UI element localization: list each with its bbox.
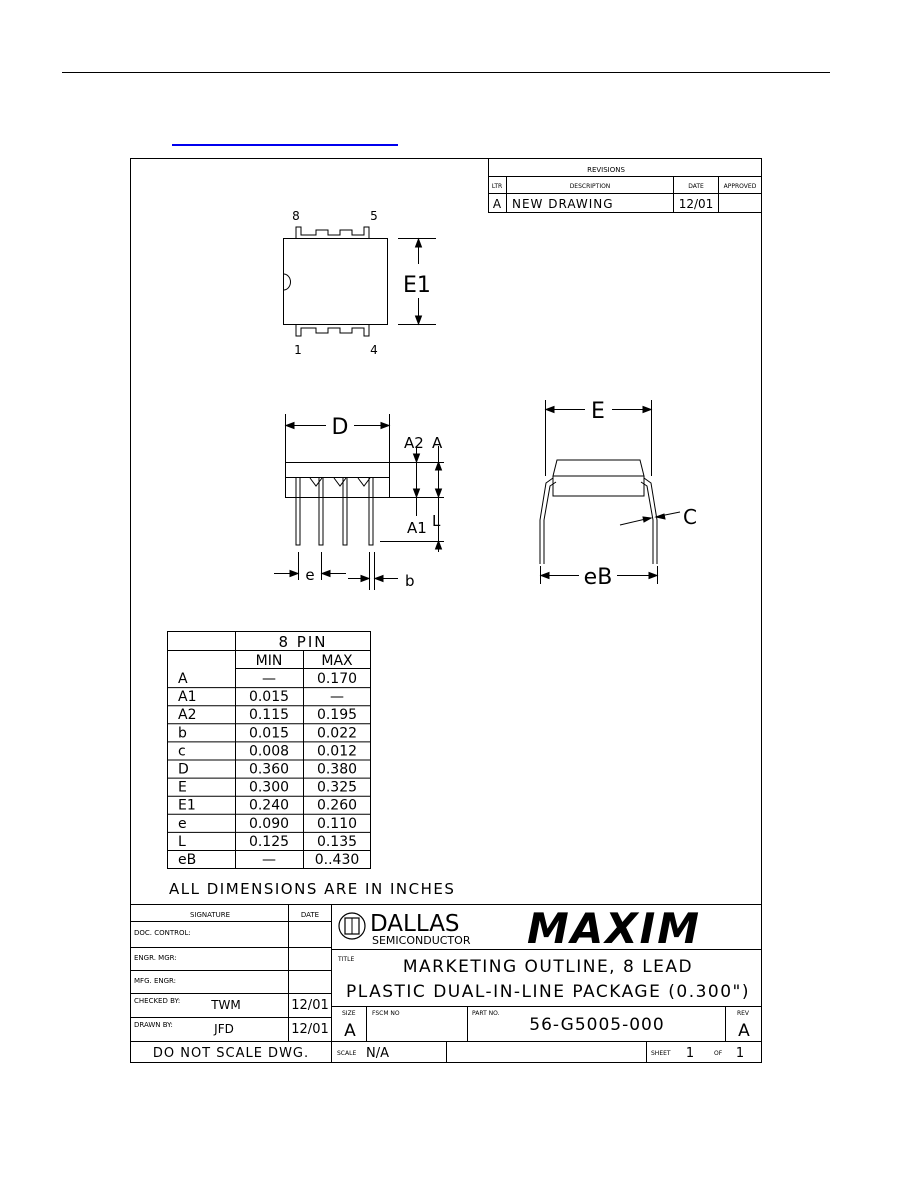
table-cell-max: 0.195 [316, 707, 358, 724]
sheet-value: 1 [685, 1046, 695, 1061]
table-cell-min: — [262, 671, 276, 687]
dim-e-label: e [305, 566, 315, 584]
scale-label: SCALE [337, 1050, 357, 1057]
table-cell-symbol: c [178, 743, 186, 760]
package-body-end [553, 460, 644, 476]
of-label: OF [714, 1050, 723, 1057]
table-cell-max: — [330, 689, 344, 706]
rev-header-date: DATE [688, 183, 704, 190]
dim-A2-label: A2 [404, 434, 424, 452]
dimensions-note: ALL DIMENSIONS ARE IN INCHES [169, 880, 456, 898]
dimension-table-rows [167, 671, 371, 868]
end-view [540, 399, 697, 590]
table-cell-min: 0.240 [248, 797, 290, 814]
revisions-table [488, 159, 762, 214]
do-not-scale-note: DO NOT SCALE DWG. [152, 1046, 310, 1061]
checked-by-name: TWM [211, 998, 241, 1012]
dallas-logo-mark [339, 913, 365, 939]
table-cell-max: 0.325 [316, 779, 358, 796]
of-value: 1 [735, 1046, 745, 1061]
signature-header: SIGNATURE [189, 911, 231, 919]
table-cell-symbol: E [178, 779, 187, 796]
logo-semiconductor-text: SEMICONDUCTOR [372, 934, 471, 947]
pin-8-label: 8 [292, 209, 300, 223]
scale-value: N/A [366, 1046, 389, 1061]
table-cell-min: 0.360 [248, 761, 290, 778]
table-cell-min: 0.008 [248, 743, 290, 760]
table-cell-min: 0.125 [248, 833, 290, 850]
pin-1-label: 1 [294, 343, 302, 357]
sheet-label: SHEET [651, 1050, 671, 1057]
pin-4-label: 4 [370, 343, 378, 357]
part-no-label: PART NO. [472, 1010, 500, 1017]
date-header: DATE [300, 911, 320, 919]
table-cell-symbol: L [178, 833, 186, 850]
table-cell-symbol: A [178, 671, 188, 687]
checked-by-label: CHECKED BY: [134, 997, 181, 1005]
checked-by-date: 12/01 [291, 998, 329, 1013]
dim-L-label: L [432, 512, 441, 530]
table-cell-symbol: e [178, 815, 187, 832]
table-cell-symbol: A2 [178, 707, 197, 724]
dim-E-label: E [591, 399, 605, 424]
top-view [284, 209, 437, 357]
rev-header-approved: APPROVED [723, 183, 757, 190]
side-leads [296, 477, 373, 545]
maxim-logo: MAXIM [526, 904, 702, 953]
table-cell-symbol: eB [178, 852, 197, 868]
table-cell-symbol: b [178, 725, 187, 742]
fscm-label: FSCM NO [372, 1010, 400, 1017]
doc-control-label: DOC. CONTROL: [134, 929, 191, 937]
table-cell-max: 0.135 [316, 833, 358, 850]
pin1-notch [284, 274, 291, 290]
top-pins-lower [296, 325, 369, 336]
table-group-header: 8 PIN [278, 633, 328, 651]
dim-eB-label: eB [583, 565, 613, 590]
rev-description-value: NEW DRAWING [512, 197, 614, 211]
rev-ltr-value: A [492, 197, 502, 211]
table-cell-max: 0.110 [316, 815, 358, 832]
rev-date-value: 12/01 [678, 197, 714, 211]
table-cell-max: 0.012 [316, 743, 358, 760]
dim-E1-label: E1 [403, 273, 431, 298]
top-pins-upper [296, 227, 369, 238]
drawn-by-date: 12/01 [291, 1022, 329, 1037]
table-col-min: MIN [255, 653, 283, 669]
end-lead-left [540, 478, 556, 564]
table-cell-min: — [262, 852, 276, 868]
table-cell-max: 0.260 [316, 797, 358, 814]
dim-A1-label: A1 [407, 519, 427, 537]
dim-A-label: A [432, 434, 443, 452]
rev-header-ltr: LTR [491, 183, 503, 190]
table-cell-symbol: E1 [178, 797, 196, 814]
package-body-top [284, 239, 388, 325]
title-line-1: MARKETING OUTLINE, 8 LEAD [402, 957, 694, 977]
title-block [130, 904, 762, 1063]
table-cell-max: 0.380 [316, 761, 358, 778]
table-cell-max: 0.170 [316, 671, 358, 687]
size-label: SIZE [342, 1010, 356, 1017]
size-value: A [344, 1021, 356, 1041]
title-label: TITLE [338, 956, 355, 963]
package-body-side [286, 463, 390, 478]
side-view [274, 414, 444, 590]
table-cell-symbol: A1 [178, 689, 197, 706]
drawn-by-name: JFD [214, 1022, 234, 1036]
rev-value: A [738, 1021, 750, 1041]
table-cell-min: 0.015 [248, 689, 290, 706]
table-cell-max: 0..430 [314, 852, 360, 868]
part-no-value: 56-G5005-000 [529, 1015, 665, 1035]
rev-label: REV [736, 1010, 750, 1017]
logo-dallas-text: DALLAS [370, 911, 460, 937]
drawn-by-label: DRAWN BY: [134, 1021, 173, 1029]
mfg-engr-label: MFG. ENGR: [134, 977, 177, 985]
table-cell-min: 0.015 [248, 725, 290, 742]
dim-b-label: b [405, 572, 415, 590]
engr-mgr-label: ENGR. MGR: [134, 954, 177, 962]
table-cell-symbol: D [178, 761, 189, 778]
table-col-max: MAX [321, 653, 353, 669]
table-cell-min: 0.090 [248, 815, 290, 832]
dim-D-label: D [331, 415, 349, 440]
dallas-logo [339, 911, 471, 947]
table-cell-min: 0.115 [248, 707, 290, 724]
dim-C-label: C [683, 505, 697, 529]
revisions-title: REVISIONS [587, 166, 625, 174]
rev-header-description: DESCRIPTION [569, 183, 611, 190]
pin-5-label: 5 [370, 209, 378, 223]
table-cell-min: 0.300 [248, 779, 290, 796]
title-line-2: PLASTIC DUAL-IN-LINE PACKAGE (0.300") [346, 982, 750, 1002]
table-cell-max: 0.022 [316, 725, 358, 742]
